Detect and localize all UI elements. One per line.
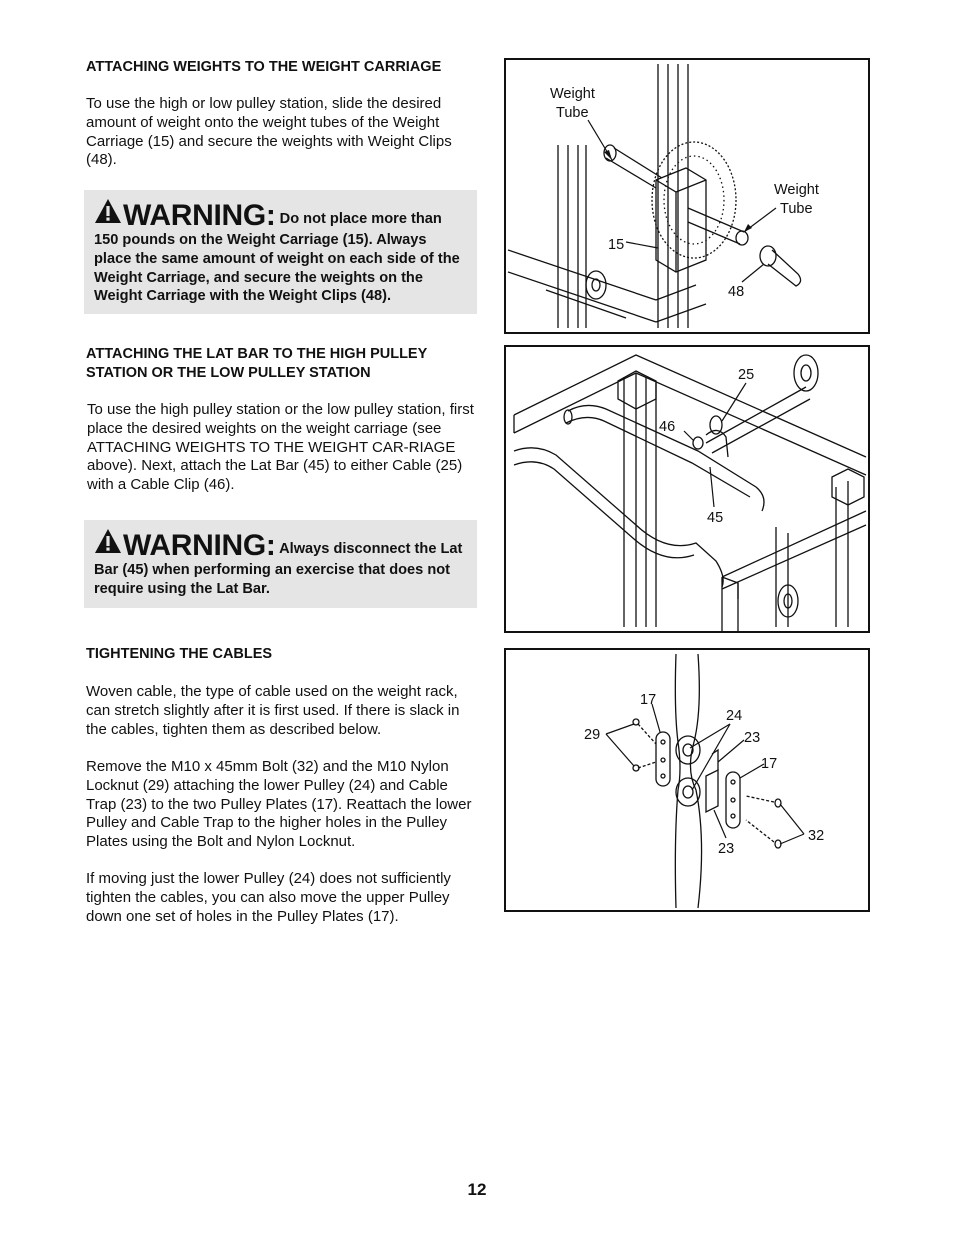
label-part-24: 24 [726, 708, 743, 724]
label-weight-tube-left-line1: Weight [550, 86, 595, 102]
cables-paragraph-1: Woven cable, the type of cable used on the weight rack, can stretch slightly after it is first used. If there is slack in the cables, tighten them as described below. [86, 683, 460, 738]
figure-weight-carriage [504, 58, 870, 334]
warning-triangle-icon [94, 528, 122, 560]
label-part-32: 32 [808, 828, 825, 844]
warning-text: Always disconnect the Lat Bar (45) when performing an exercise that does not require using the Lat Bar. [94, 541, 463, 597]
label-part-46: 46 [659, 419, 676, 435]
latbar-heading-line2: STATION OR THE LOW PULLEY STATION [86, 364, 371, 381]
page-number: 12 [467, 1180, 487, 1199]
latbar-paragraph: To use the high pulley station or the low pulley station, first place the desired weights on the weight carriage (see ATTACHING WEIGHTS TO THE WEIGHT CAR-RIAGE above). Next, attach the Lat Bar (45) to either Cable (25) with a Cable Clip (46). [87, 401, 474, 494]
weights-paragraph: To use the high or low pulley station, slide the desired amount of weight onto the weight tubes of the Weight Carriage (15) and secure the weights with Weight Clips (48). [86, 95, 452, 169]
label-part-48: 48 [728, 284, 745, 300]
pulley-assembly-illustration [506, 650, 868, 910]
cables-paragraph-3: If moving just the lower Pulley (24) does not sufficiently tighten the cables, you can also move the upper Pulley down one set of holes in the Pulley Plates (17). [86, 870, 451, 925]
warning-label: WARNING: [123, 199, 276, 232]
warning-text: Do not place more than 150 pounds on the Weight Carriage (15). Always place the same amount of weight on each side of the Weight Carriage, and secure the weights on the Weight Carriage with the Weight Clips (48). [94, 211, 460, 305]
figure-lat-bar [504, 345, 870, 633]
label-part-23-bottom: 23 [718, 841, 735, 857]
lat-bar-illustration [506, 347, 868, 631]
label-weight-tube-left-line2: Tube [556, 105, 589, 121]
label-part-45: 45 [707, 510, 724, 526]
label-part-29: 29 [584, 727, 601, 743]
label-part-17-right: 17 [761, 756, 778, 772]
warning-triangle-icon [94, 198, 122, 230]
figure-pulley-assembly [504, 648, 870, 912]
cables-paragraph-2: Remove the M10 x 45mm Bolt (32) and the M10 Nylon Locknut (29) attaching the lower Pulley (24) and Cable Trap (23) to the two Pulley Plates (17). Reattach the lower Pulley and Cable Trap to the higher holes in the Pulley Plates using the Bolt and Nylon Locknut. [86, 758, 472, 851]
label-part-15: 15 [608, 237, 625, 253]
weight-carriage-illustration [506, 60, 868, 332]
section-heading-weights: ATTACHING WEIGHTS TO THE WEIGHT CARRIAGE [86, 59, 442, 75]
warning-box-weight-limit [84, 190, 477, 314]
warning-label: WARNING: [123, 529, 276, 562]
label-weight-tube-right-line2: Tube [780, 201, 813, 217]
section-heading-cables: TIGHTENING THE CABLES [86, 646, 273, 662]
section-heading-latbar [86, 345, 478, 382]
label-part-23-top: 23 [744, 730, 761, 746]
latbar-heading-line1: ATTACHING THE LAT BAR TO THE HIGH PULLEY [86, 346, 428, 362]
warning-box-lat-bar [84, 520, 477, 608]
label-part-25: 25 [738, 367, 755, 383]
label-part-17-top: 17 [640, 692, 657, 708]
label-weight-tube-right-line1: Weight [774, 182, 819, 198]
